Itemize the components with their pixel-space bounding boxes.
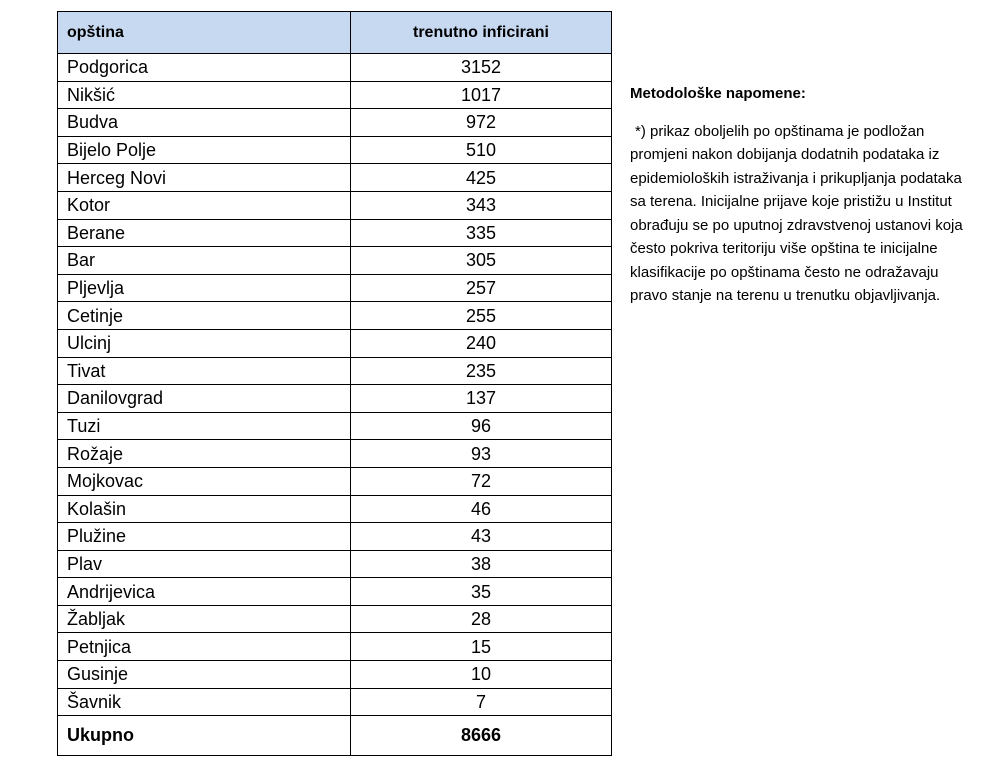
table-row xyxy=(58,191,612,219)
infected-count: 510 xyxy=(351,136,612,164)
infected-count: 15 xyxy=(351,633,612,661)
municipality-name: Budva xyxy=(58,109,351,137)
infected-count: 7 xyxy=(351,688,612,716)
municipality-name: Ulcinj xyxy=(58,329,351,357)
infected-count: 38 xyxy=(351,550,612,578)
table-header-row xyxy=(58,12,612,54)
table-row xyxy=(58,385,612,413)
header-currently-infected: trenutno inficirani xyxy=(351,12,612,54)
infected-count: 93 xyxy=(351,440,612,468)
municipality-name: Berane xyxy=(58,219,351,247)
table-row xyxy=(58,688,612,716)
infected-count: 3152 xyxy=(351,54,612,82)
municipality-name: Petnjica xyxy=(58,633,351,661)
infected-count: 96 xyxy=(351,412,612,440)
table-row xyxy=(58,164,612,192)
table-row xyxy=(58,54,612,82)
infected-count: 305 xyxy=(351,247,612,275)
table-row xyxy=(58,247,612,275)
municipality-name: Žabljak xyxy=(58,605,351,633)
municipality-name: Bijelo Polje xyxy=(58,136,351,164)
infected-count: 1017 xyxy=(351,81,612,109)
municipality-name: Tuzi xyxy=(58,412,351,440)
table-row xyxy=(58,467,612,495)
municipality-name: Podgorica xyxy=(58,54,351,82)
infected-count: 35 xyxy=(351,578,612,606)
municipality-name: Rožaje xyxy=(58,440,351,468)
total-value: 8666 xyxy=(351,716,612,756)
table-row xyxy=(58,109,612,137)
table-row xyxy=(58,412,612,440)
municipality-name: Kotor xyxy=(58,191,351,219)
methodology-notes xyxy=(630,82,970,308)
total-row xyxy=(58,716,612,756)
infected-count: 137 xyxy=(351,385,612,413)
municipality-name: Herceg Novi xyxy=(58,164,351,192)
infected-count: 972 xyxy=(351,109,612,137)
infected-count: 235 xyxy=(351,357,612,385)
notes-text: *) prikaz oboljelih po opštinama je podložan promjeni nakon dobijanja dodatnih podataka iz epidemioloških istraživanja i prikupljanja podataka sa terena. Inicijalne prijave koje pristižu u Institut obrađuju se po uputnoj zdravstvenoj ustanovi koja često pokriva teritoriju više opština te inicijalne klasifikacije po opštinama često ne odražavaju pravo stanje na terenu u trenutku objavljivanja. xyxy=(630,122,963,304)
municipality-name: Nikšić xyxy=(58,81,351,109)
infected-count: 255 xyxy=(351,302,612,330)
infected-count: 28 xyxy=(351,605,612,633)
notes-title: Metodološke napomene: xyxy=(630,85,806,102)
municipality-name: Kolašin xyxy=(58,495,351,523)
municipality-name: Plužine xyxy=(58,523,351,551)
infected-count: 343 xyxy=(351,191,612,219)
municipality-name: Cetinje xyxy=(58,302,351,330)
infected-count: 43 xyxy=(351,523,612,551)
infected-count: 335 xyxy=(351,219,612,247)
table-row xyxy=(58,329,612,357)
table-row xyxy=(58,81,612,109)
infected-count: 257 xyxy=(351,274,612,302)
infected-count: 10 xyxy=(351,661,612,689)
municipality-name: Gusinje xyxy=(58,661,351,689)
municipality-name: Plav xyxy=(58,550,351,578)
municipality-name: Tivat xyxy=(58,357,351,385)
infected-count: 240 xyxy=(351,329,612,357)
table-row xyxy=(58,357,612,385)
table-row xyxy=(58,274,612,302)
table-row xyxy=(58,550,612,578)
table-row xyxy=(58,578,612,606)
municipality-name: Šavnik xyxy=(58,688,351,716)
table-row xyxy=(58,495,612,523)
total-label: Ukupno xyxy=(58,716,351,756)
table-row xyxy=(58,605,612,633)
table-row xyxy=(58,523,612,551)
header-municipality: opština xyxy=(58,12,351,54)
municipality-name: Andrijevica xyxy=(58,578,351,606)
table-row xyxy=(58,219,612,247)
infected-count: 46 xyxy=(351,495,612,523)
municipality-name: Pljevlja xyxy=(58,274,351,302)
infected-count: 425 xyxy=(351,164,612,192)
municipality-name: Danilovgrad xyxy=(58,385,351,413)
municipality-name: Mojkovac xyxy=(58,467,351,495)
table-row xyxy=(58,136,612,164)
infections-table xyxy=(57,11,612,756)
table-row xyxy=(58,302,612,330)
infected-count: 72 xyxy=(351,467,612,495)
table-row xyxy=(58,633,612,661)
table-row xyxy=(58,661,612,689)
table-body xyxy=(58,54,612,716)
municipality-name: Bar xyxy=(58,247,351,275)
table-row xyxy=(58,440,612,468)
